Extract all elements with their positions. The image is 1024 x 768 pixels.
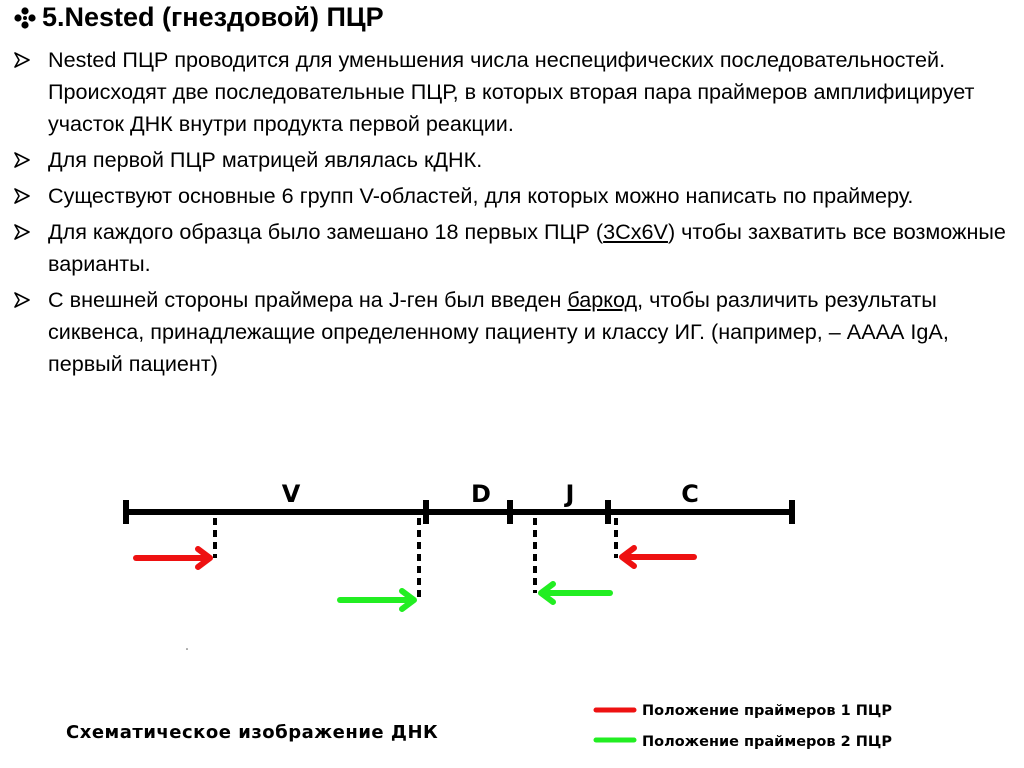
bullet-text: С внешней стороны праймера на J-ген был введен <box>48 287 568 312</box>
legend-pcr2-label: Положение праймеров 2 ПЦР <box>642 734 892 750</box>
bullet-item <box>14 44 1014 140</box>
slide-title-text: 5.Nested (гнездовой) ПЦР <box>42 2 384 32</box>
bullet-text: ) чтобы захватить все возможные варианты. <box>48 219 1006 276</box>
bullet-text-underlined: баркод <box>567 287 638 312</box>
diagram-caption: Схематическое изображение ДНК <box>66 722 439 743</box>
pcr1-reverse-primer-arrow <box>622 548 694 566</box>
legend-pcr1-label: Положение праймеров 1 ПЦР <box>642 703 892 719</box>
dot-mark <box>186 648 188 650</box>
bullet-list <box>14 44 1014 384</box>
bullet-item <box>14 180 1014 212</box>
region-label-c: C <box>681 480 699 508</box>
dna-diagram-svg <box>0 470 1024 768</box>
dna-diagram <box>0 470 1024 768</box>
arrowhead-bullet-icon <box>14 292 30 308</box>
bullet-text: Nested ПЦР проводится для уменьшения числа неспецифических последовательностей. Происходят две последовательные ПЦР, в которых вторая пара праймеров амплифицирует участок ДНК внутри продукта первой реакции. <box>48 47 975 136</box>
arrowhead-bullet-icon <box>14 224 30 240</box>
arrowhead-bullet-icon <box>14 188 30 204</box>
arrowhead-bullet-icon <box>14 152 30 168</box>
pcr2-forward-primer-arrow <box>340 591 414 609</box>
diamond-bullet-icon <box>14 7 36 29</box>
pcr2-reverse-primer-arrow <box>541 584 610 602</box>
region-label-j: J <box>565 480 575 508</box>
bullet-item <box>14 144 1014 176</box>
bullet-item <box>14 216 1014 280</box>
bullet-text: , чтобы различить результаты сиквенса, принадлежащие определенному пациенту и классу ИГ. (например, – АААА IgA, первый пациент) <box>48 287 949 376</box>
region-label-d: D <box>471 480 491 508</box>
bullet-text: Для каждого образца было замешано 18 первых ПЦР ( <box>48 219 604 244</box>
bullet-text: Для первой ПЦР матрицей являлась кДНК. <box>48 147 483 172</box>
bullet-item <box>14 284 1014 380</box>
bullet-text: Существуют основные 6 групп V-областей, для которых можно написать по праймеру. <box>48 183 914 208</box>
pcr1-forward-primer-arrow <box>136 549 210 567</box>
region-label-v: V <box>281 480 301 508</box>
slide-title <box>14 2 384 33</box>
bullet-text-underlined: 3Cx6V <box>603 219 668 244</box>
arrowhead-bullet-icon <box>14 52 30 68</box>
